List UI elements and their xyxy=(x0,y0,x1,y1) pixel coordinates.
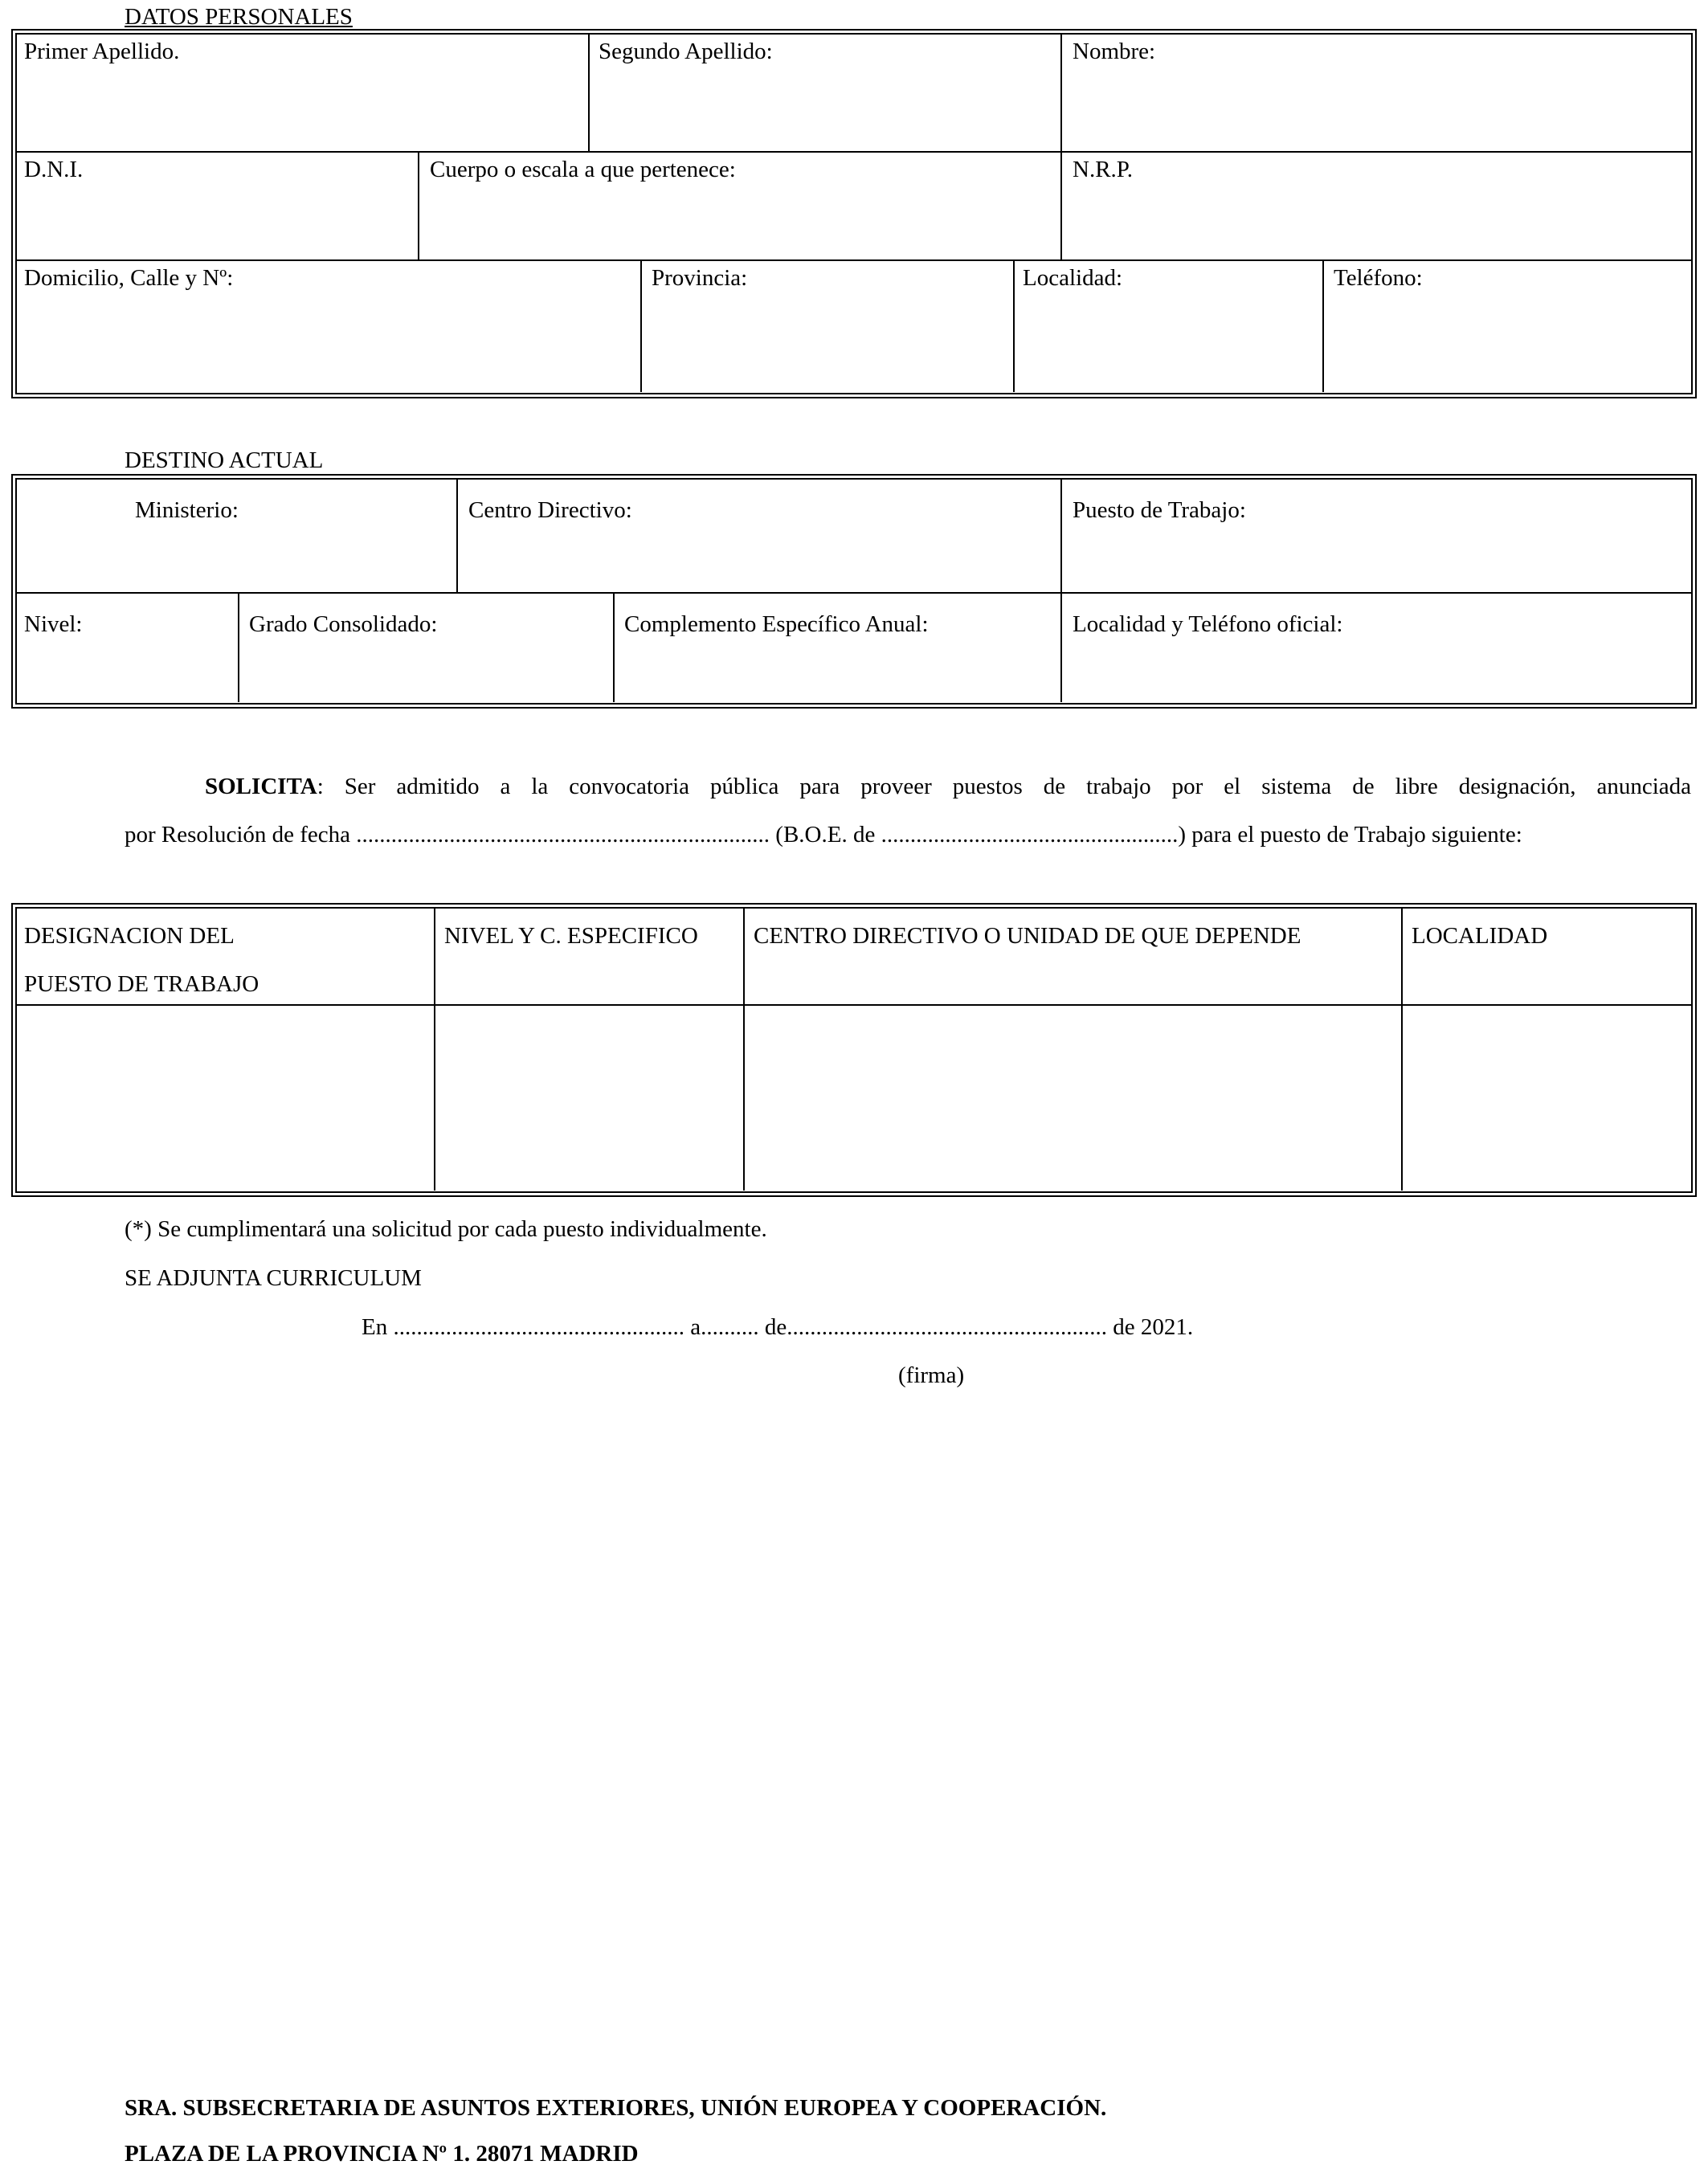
localidad-field[interactable]: Localidad: xyxy=(1023,265,1123,291)
table-cell-localidad[interactable] xyxy=(1404,1007,1690,1189)
provincia-field[interactable]: Provincia: xyxy=(652,265,748,291)
column-divider xyxy=(1060,151,1062,259)
nombre-field[interactable]: Nombre: xyxy=(1073,39,1156,64)
column-divider xyxy=(588,33,590,151)
adjunta-curriculum-text: SE ADJUNTA CURRICULUM xyxy=(125,1265,422,1291)
column-divider xyxy=(456,478,458,592)
firma-label: (firma) xyxy=(898,1362,965,1388)
dni-field[interactable]: D.N.I. xyxy=(24,157,84,182)
lugar-fecha-line[interactable]: En .................................................. a.......... de....................................................... de 2021. xyxy=(362,1314,1194,1340)
row-divider xyxy=(15,259,1691,261)
column-divider xyxy=(743,907,745,1191)
domicilio-field[interactable]: Domicilio, Calle y Nº: xyxy=(24,265,234,291)
table-header-localidad: LOCALIDAD xyxy=(1412,923,1548,949)
note-text: (*) Se cumplimentará una solicitud por cada puesto individualmente. xyxy=(125,1216,767,1242)
localidad-telefono-oficial-field[interactable]: Localidad y Teléfono oficial: xyxy=(1073,611,1343,637)
column-divider xyxy=(238,592,239,702)
datos-personales-box xyxy=(11,29,1697,398)
table-cell-designacion[interactable] xyxy=(17,1007,432,1189)
nivel-field[interactable]: Nivel: xyxy=(24,611,83,637)
column-divider xyxy=(613,592,615,702)
table-cell-nivel[interactable] xyxy=(437,1007,742,1189)
solicita-text: : Ser admitido a la convocatoria pública para proveer puestos de trabajo por el sistema de libre designación, anunciada xyxy=(317,774,1691,799)
telefono-field[interactable]: Teléfono: xyxy=(1334,265,1423,291)
datos-personales-title: DATOS PERSONALES xyxy=(125,4,353,30)
table-header-divider xyxy=(15,1004,1691,1006)
ministerio-field[interactable]: Ministerio: xyxy=(135,497,239,523)
table-cell-centro-directivo[interactable] xyxy=(746,1007,1399,1189)
segundo-apellido-field[interactable]: Segundo Apellido: xyxy=(599,39,773,64)
table-header-designacion-line1: DESIGNACION DEL xyxy=(24,923,235,949)
column-divider xyxy=(1322,259,1324,392)
datos-personales-inner-border xyxy=(15,33,1693,394)
destino-actual-title: DESTINO ACTUAL xyxy=(125,447,324,473)
destino-actual-inner-border xyxy=(15,478,1693,705)
cuerpo-escala-field[interactable]: Cuerpo o escala a que pertenece: xyxy=(430,157,736,182)
column-divider xyxy=(1401,907,1403,1191)
complemento-especifico-field[interactable]: Complemento Específico Anual: xyxy=(624,611,929,637)
column-divider xyxy=(1013,259,1015,392)
solicita-label: SOLICITA xyxy=(205,774,317,799)
table-header-designacion-line2: PUESTO DE TRABAJO xyxy=(24,971,259,997)
solicita-line-2: por Resolución de fecha ....................................................................... (B.O.E. de ...................................................) para el puesto de Trabajo siguiente: xyxy=(125,822,1522,848)
destino-actual-box xyxy=(11,474,1697,709)
column-divider xyxy=(640,259,642,392)
column-divider xyxy=(418,151,419,259)
column-divider xyxy=(1060,33,1062,151)
column-divider xyxy=(1060,592,1062,702)
row-divider xyxy=(15,151,1691,153)
centro-directivo-field[interactable]: Centro Directivo: xyxy=(468,497,632,523)
table-header-centro-directivo: CENTRO DIRECTIVO O UNIDAD DE QUE DEPENDE xyxy=(754,923,1301,949)
column-divider xyxy=(1060,478,1062,592)
column-divider xyxy=(434,907,435,1191)
footer-addressee: SRA. SUBSECRETARIA DE ASUNTOS EXTERIORES, UNIÓN EUROPEA Y COOPERACIÓN. xyxy=(125,2095,1107,2121)
nrp-field[interactable]: N.R.P. xyxy=(1073,157,1133,182)
solicita-line-1 xyxy=(125,773,1691,800)
footer-address: PLAZA DE LA PROVINCIA Nº 1. 28071 MADRID xyxy=(125,2141,639,2167)
grado-consolidado-field[interactable]: Grado Consolidado: xyxy=(249,611,438,637)
primer-apellido-field[interactable]: Primer Apellido. xyxy=(24,39,180,64)
table-header-nivel: NIVEL Y C. ESPECIFICO xyxy=(444,923,698,949)
row-divider xyxy=(15,592,1691,594)
puesto-trabajo-field[interactable]: Puesto de Trabajo: xyxy=(1073,497,1246,523)
